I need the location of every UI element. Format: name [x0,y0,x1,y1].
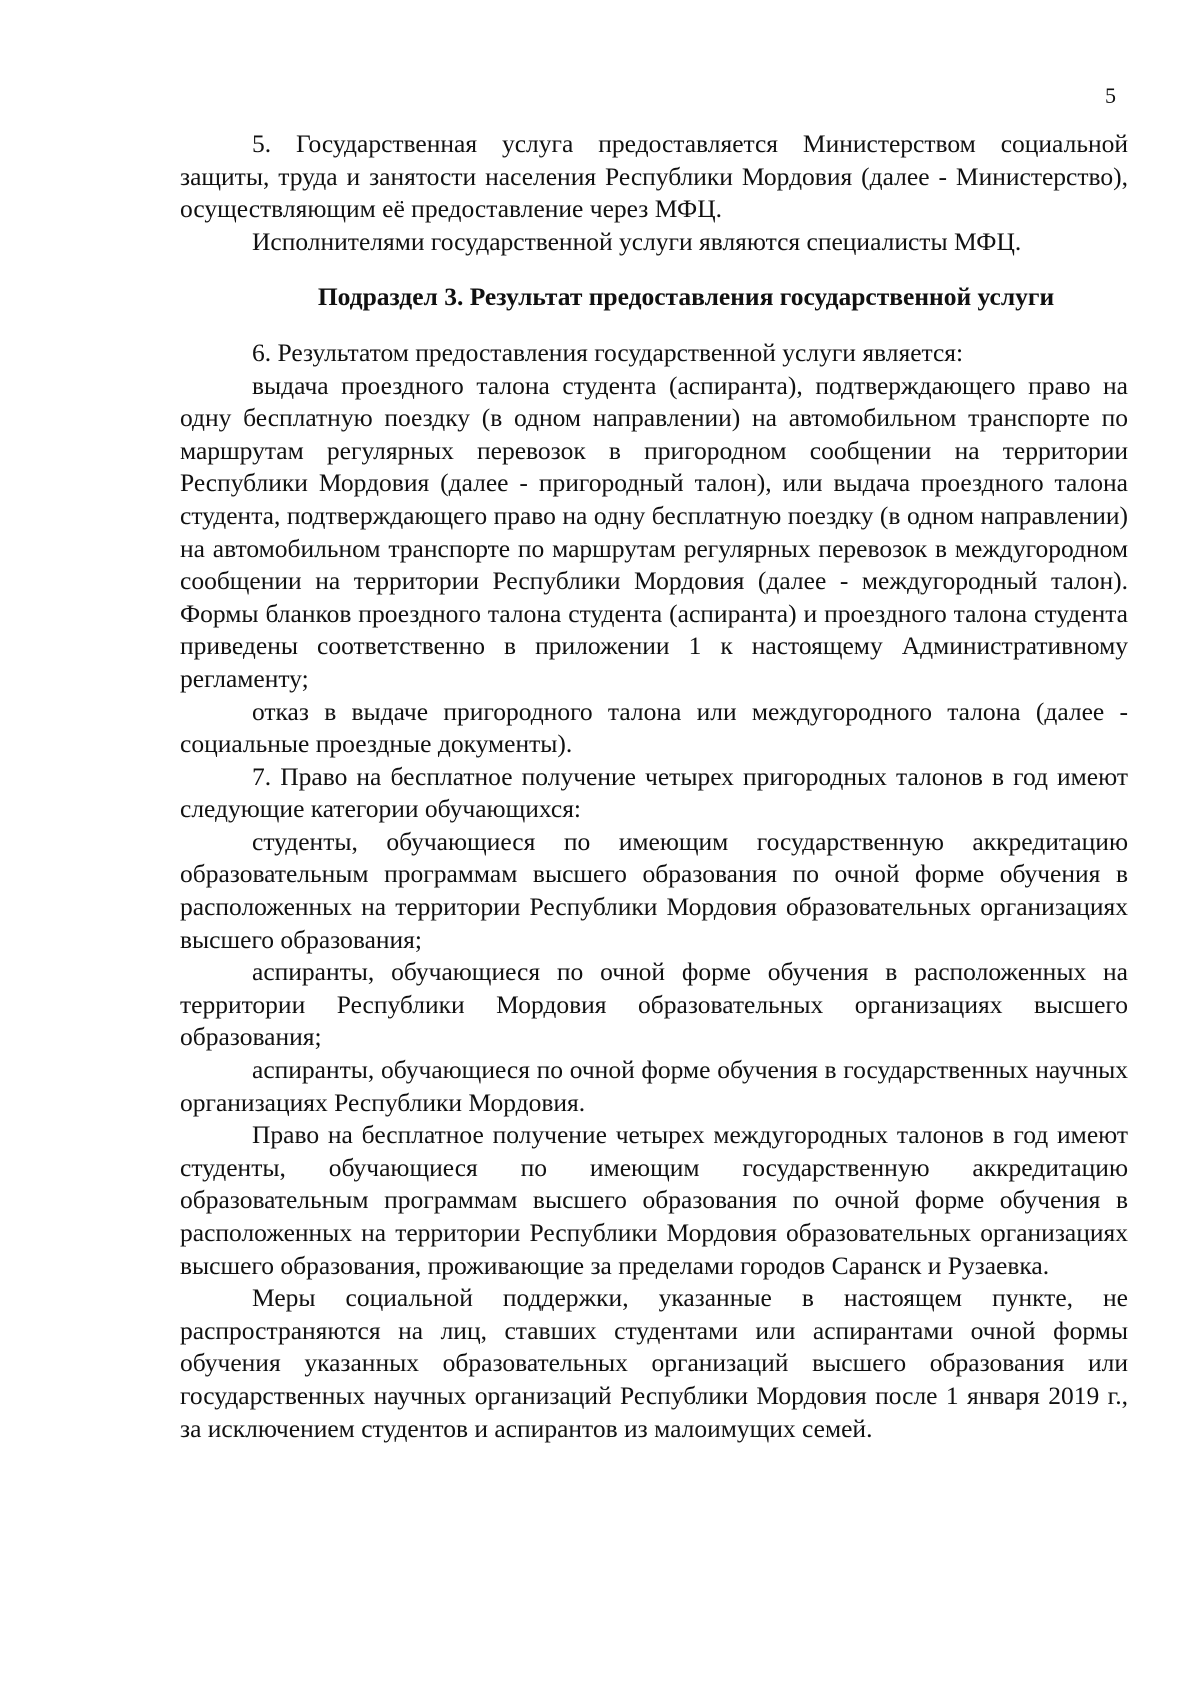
paragraph: отказ в выдаче пригородного талона или междугородного талона (далее - социальные проездные документы). [180,696,1128,759]
paragraph: выдача проездного талона студента (аспиранта), подтверждающего право на одну бесплатную поездку (в одном направлении) на автомобильном транспорте по маршрутам регулярных перевозок в пригородном сообщении на территории Республики Мордовия (далее - пригородный талон), или выдача проездного талона студента, подтверждающего право на одну бесплатную поездку (в одном направлении) на автомобильном транспорте по маршрутам регулярных перевозок в междугородном сообщении на территории Республики Мордовия (далее - междугородный талон). Формы бланков проездного талона студента (аспиранта) и проездного талона студента приведены соответственно в приложении 1 к настоящему Административному регламенту; [180,370,1128,693]
paragraph: аспиранты, обучающиеся по очной форме обучения в государственных научных организациях Республики Мордовия. [180,1055,1128,1117]
page-number: 5 [1105,83,1116,108]
section-heading: Подраздел 3. Результат предоставления государственной услуги [317,282,1055,312]
paragraph: 5. Государственная услуга предоставляется Министерством социальной защиты, труда и занятости населения Республики Мордовия (далее - Министерство), осуществляющим её предоставление через МФЦ. [180,129,1128,224]
paragraph: студенты, обучающиеся по имеющим государственную аккредитацию образовательным программам высшего образования по очной форме обучения в расположенных на территории Республики Мордовия образовательных организациях высшего образования; [180,826,1128,954]
paragraph: Право на бесплатное получение четырех междугородных талонов в год имеют студенты, обучающиеся по имеющим государственную аккредитацию образовательным программам высшего образования по очной форме обучения в расположенных на территории Республики Мордовия образовательных организациях высшего образования, проживающие за пределами городов Саранск и Рузаевка. [180,1120,1128,1280]
paragraph: Меры социальной поддержки, указанные в настоящем пункте, не распространяются на лиц, ставших студентами или аспирантами очной формы обучения указанных образовательных организаций высшего образования или государственных научных организаций Республики Мордовия после 1 января 2019 г., за исключением студентов и аспирантов из малоимущих семей. [180,1283,1128,1443]
paragraph: Исполнителями государственной услуги являются специалисты МФЦ. [252,226,1022,256]
paragraph: аспиранты, обучающиеся по очной форме обучения в расположенных на территории Республики Мордовия образовательных организациях высшего образования; [180,957,1128,1052]
document-body [180,128,1128,1445]
paragraph: 7. Право на бесплатное получение четырех пригородных талонов в год имеют следующие категории обучающихся: [180,761,1128,824]
paragraph: 6. Результатом предоставления государственной услуги является: [252,337,964,367]
